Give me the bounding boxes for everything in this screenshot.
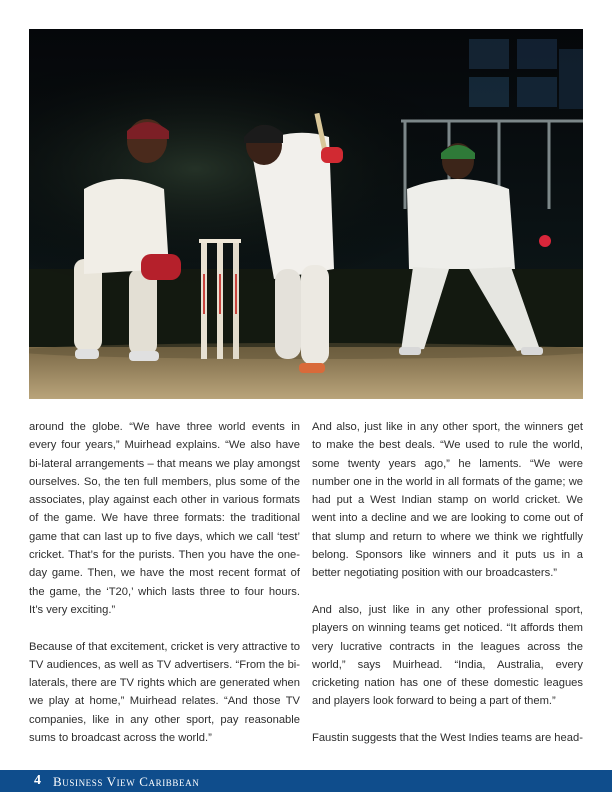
cricket-ball [539, 235, 551, 247]
cricket-photo-illustration [29, 29, 583, 399]
paragraph: Faustin suggests that the West Indies teams are head- [312, 732, 583, 745]
page-number: 4 [34, 773, 41, 788]
paragraph: And also, just like in any other professional sport, players on winning teams get noticed. “It affords them very lucrative contracts in the leagues across the world,” says Muirhead. “India, Australia, every cricketing nation has one of these domestic leagues and players look forward to being a part of them.” [312, 603, 583, 708]
stumps-figure [199, 239, 241, 359]
cricket-photo [29, 29, 583, 399]
paragraph: And also, just like in any other sport, the winners get to make the best deals. “We used to rule the world, some twenty years ago,” he laments. “We were number one in the world in all formats of the game; we had put a West Indian stamp on world cricket. We went into a decline and we are looking to come out of that slump and return to where we think we rightfully belong. Sponsors like winners and it puts us in a better negotiating position with our broadcasters.” [312, 421, 583, 580]
footer-bar [0, 770, 612, 792]
article-column-right [312, 418, 583, 747]
paragraph: around the globe. “We have three world events in every four years,” Muirhead explains. “We also have bi-lateral arrangements – that means we play amongst ourselves. So, the ten full members, plus some of the associates, play against each other in various formats of the game. We have three formats: the traditional game that can last up to five days, which we call ‘test’ cricket. That’s for the purists. Then you have the one-day game. Then, we have the most recent format of the game, the ‘T20,’ which lasts three to four hours. It’s very exciting.” [29, 421, 300, 616]
article-column-left [29, 418, 300, 747]
paragraph: Because of that excitement, cricket is very attractive to TV audiences, as well as TV advertisers. “From the bi-laterals, there are TV rights which are generated when we play at home,” Muirhead relates. “And those TV companies, like in any other sport, pay reasonable sums to broadcast across the world.” [29, 640, 300, 745]
publication-title: Business View Caribbean [53, 774, 200, 789]
